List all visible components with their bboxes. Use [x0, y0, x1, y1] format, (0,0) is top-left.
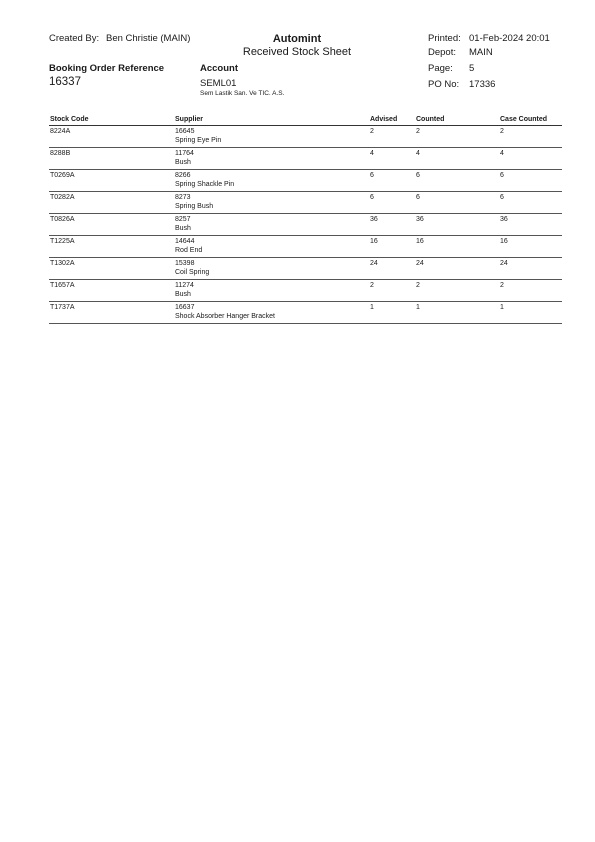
- case-counted-cell: 4: [500, 148, 562, 170]
- counted-cell: 2: [416, 126, 500, 148]
- case-counted-cell: 2: [500, 280, 562, 302]
- col-supplier: Supplier: [175, 114, 370, 126]
- supplier-cell: [175, 170, 370, 192]
- col-case-counted: Case Counted: [500, 114, 562, 126]
- stock-code-cell: T0826A: [49, 214, 175, 236]
- supplier-code: 16645: [175, 128, 195, 135]
- stock-code-cell: 8288B: [49, 148, 175, 170]
- case-counted-cell: 6: [500, 192, 562, 214]
- printed-value: 01-Feb-2024 20:01: [469, 33, 550, 44]
- counted-cell: 6: [416, 192, 500, 214]
- case-counted-cell: 2: [500, 126, 562, 148]
- stock-code-cell: 8224A: [49, 126, 175, 148]
- created-by-label: Created By:: [49, 33, 100, 44]
- page-value: 5: [469, 63, 475, 74]
- item-description: Rod End: [175, 246, 203, 254]
- case-counted-cell: 24: [500, 258, 562, 280]
- supplier-code: 8266: [175, 172, 191, 179]
- supplier-code: 16637: [175, 304, 195, 311]
- advised-cell: 2: [370, 126, 416, 148]
- table-row: [49, 258, 562, 280]
- supplier-cell: [175, 192, 370, 214]
- stock-code-cell: T1302A: [49, 258, 175, 280]
- item-description: Bush: [175, 290, 191, 298]
- po-value: 17336: [469, 79, 496, 90]
- col-counted: Counted: [416, 114, 500, 126]
- advised-cell: 2: [370, 280, 416, 302]
- depot-label: Depot:: [428, 47, 456, 58]
- supplier-code: 8273: [175, 194, 191, 201]
- advised-cell: 6: [370, 170, 416, 192]
- stock-code-cell: T1737A: [49, 302, 175, 324]
- supplier-cell: [175, 302, 370, 324]
- stock-code-cell: T0282A: [49, 192, 175, 214]
- counted-cell: 1: [416, 302, 500, 324]
- supplier-code: 11274: [175, 282, 194, 289]
- item-description: Spring Bush: [175, 202, 214, 210]
- booking-ref-value: 16337: [49, 76, 81, 88]
- printed-label: Printed:: [428, 33, 461, 44]
- page-label: Page:: [428, 63, 453, 74]
- advised-cell: 24: [370, 258, 416, 280]
- account-label: Account: [200, 63, 238, 74]
- case-counted-cell: 36: [500, 214, 562, 236]
- supplier-cell: [175, 258, 370, 280]
- case-counted-cell: 6: [500, 170, 562, 192]
- table-row: [49, 192, 562, 214]
- item-description: Bush: [175, 224, 191, 232]
- counted-cell: 16: [416, 236, 500, 258]
- advised-cell: 1: [370, 302, 416, 324]
- supplier-code: 11764: [175, 150, 194, 157]
- counted-cell: 2: [416, 280, 500, 302]
- col-advised: Advised: [370, 114, 416, 126]
- item-description: Coil Spring: [175, 268, 210, 276]
- stock-code-cell: T1225A: [49, 236, 175, 258]
- supplier-cell: [175, 280, 370, 302]
- table-row: [49, 148, 562, 170]
- table-row: [49, 236, 562, 258]
- stock-table: [49, 114, 562, 324]
- item-description: Shock Absorber Hanger Bracket: [175, 312, 275, 320]
- supplier-code: 14644: [175, 238, 195, 245]
- account-code: SEML01: [200, 78, 237, 89]
- table-row: [49, 214, 562, 236]
- case-counted-cell: 1: [500, 302, 562, 324]
- counted-cell: 6: [416, 170, 500, 192]
- counted-cell: 24: [416, 258, 500, 280]
- supplier-cell: [175, 214, 370, 236]
- item-description: Spring Shackle Pin: [175, 180, 235, 188]
- depot-value: MAIN: [469, 47, 493, 58]
- table-row: [49, 170, 562, 192]
- table-row: [49, 126, 562, 148]
- advised-cell: 16: [370, 236, 416, 258]
- advised-cell: 4: [370, 148, 416, 170]
- counted-cell: 36: [416, 214, 500, 236]
- advised-cell: 36: [370, 214, 416, 236]
- report-title: Received Stock Sheet: [242, 46, 352, 58]
- stock-code-cell: T0269A: [49, 170, 175, 192]
- table-row: [49, 280, 562, 302]
- company-name: Automint: [272, 33, 322, 45]
- counted-cell: 4: [416, 148, 500, 170]
- table-row: [49, 302, 562, 324]
- supplier-cell: [175, 148, 370, 170]
- supplier-cell: [175, 236, 370, 258]
- advised-cell: 6: [370, 192, 416, 214]
- supplier-cell: [175, 126, 370, 148]
- table-header-row: [49, 114, 562, 126]
- stock-code-cell: T1657A: [49, 280, 175, 302]
- col-stock-code: Stock Code: [49, 114, 175, 126]
- supplier-code: 15398: [175, 260, 195, 267]
- created-by-value: Ben Christie (MAIN): [106, 33, 191, 44]
- po-label: PO No:: [428, 79, 460, 90]
- account-name: Sem Lastik San. Ve TIC. A.S.: [200, 90, 285, 97]
- item-description: Spring Eye Pin: [175, 136, 222, 144]
- case-counted-cell: 16: [500, 236, 562, 258]
- booking-ref-label: Booking Order Reference: [49, 63, 165, 74]
- supplier-code: 8257: [175, 216, 191, 223]
- item-description: Bush: [175, 158, 191, 166]
